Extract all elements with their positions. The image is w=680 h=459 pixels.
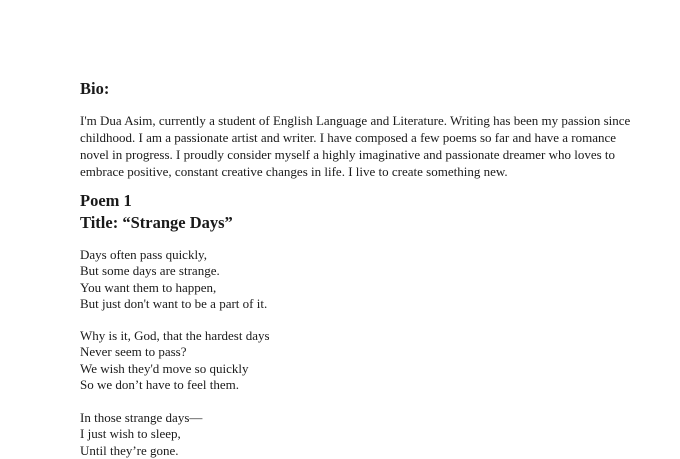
verse-line: I just wish to sleep, xyxy=(80,426,181,442)
verse-line: We wish they'd move so quickly xyxy=(80,360,249,376)
verse-line: Why is it, God, that the hardest days xyxy=(80,328,270,343)
verse-line: Until they’re gone. xyxy=(80,442,179,458)
poem-title-heading xyxy=(80,212,233,234)
verse-line: But just don't want to be a part of it. xyxy=(80,296,268,312)
verse-line: Never seem to pass? xyxy=(80,344,187,360)
poem-stanza-3 xyxy=(80,410,202,459)
verse-line: In those strange days— xyxy=(80,410,203,425)
bio-line: I'm Dua Asim, currently a student of English Language and Literature. Writing has been my passion since xyxy=(80,113,631,128)
verse-line: Days often pass quickly, xyxy=(80,247,207,262)
poem-number-heading: Poem 1 xyxy=(80,191,132,210)
verse-line: So we don’t have to feel them. xyxy=(80,377,239,393)
poem-stanza-1 xyxy=(80,247,267,313)
poem-title: “ Strange Days ” xyxy=(122,213,232,232)
verse-line: But some days are strange. xyxy=(80,263,220,279)
bio-line: childhood. I am a passionate artist and writer. I have composed a few poems so far and have a romance xyxy=(80,130,617,145)
bio-heading: Bio: xyxy=(80,79,110,98)
bio-line: embrace positive, constant creative changes in life. I live to create something new. xyxy=(80,164,508,179)
bio-line: novel in progress. I proudly consider myself a highly imaginative and passionate dreamer who loves to xyxy=(80,147,616,162)
verse-line: You want them to happen, xyxy=(80,279,217,295)
bio-paragraph xyxy=(80,112,631,180)
poem-title-prefix: Title: xyxy=(80,213,123,232)
poem-stanza-2 xyxy=(80,328,270,394)
